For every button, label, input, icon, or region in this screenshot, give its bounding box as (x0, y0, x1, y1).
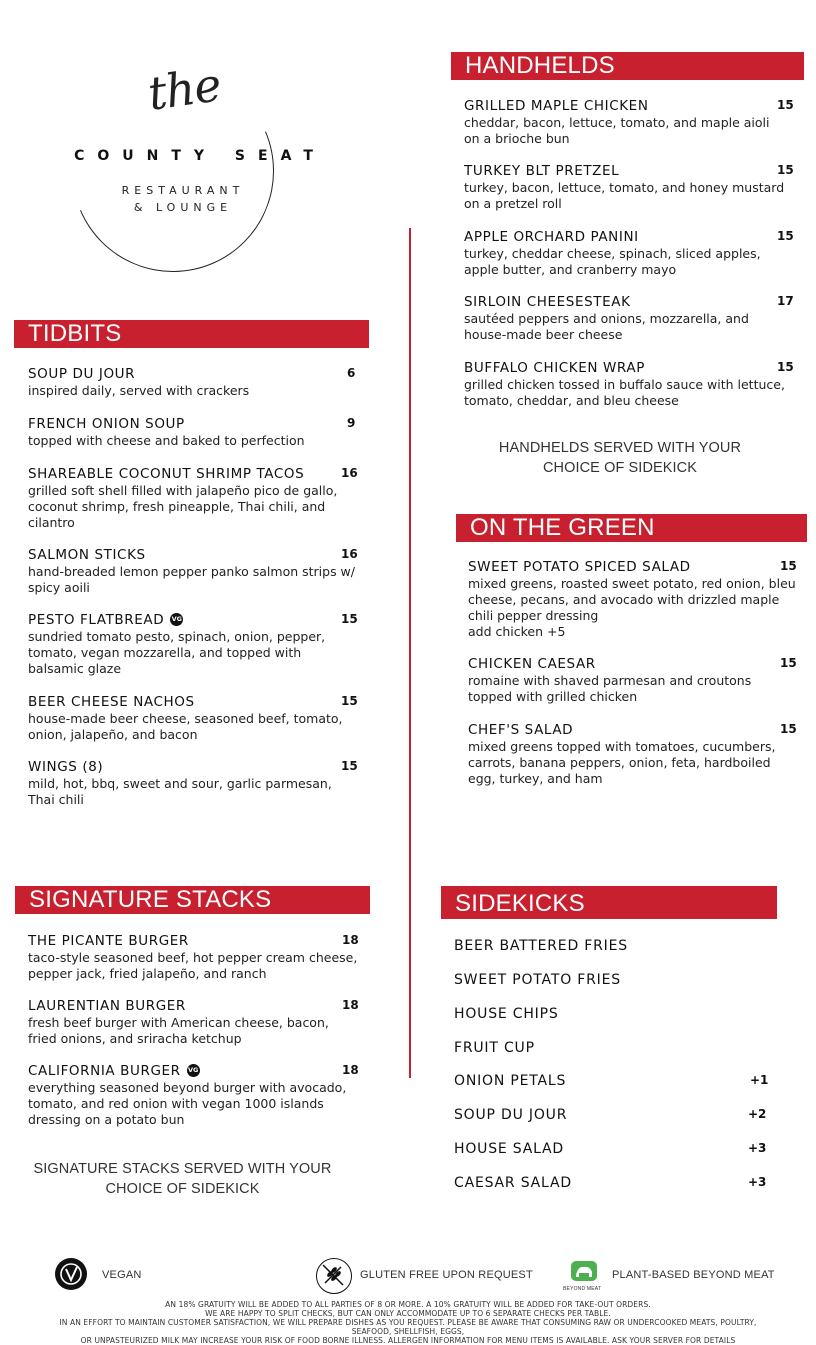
logo-script: the (144, 57, 224, 121)
section-title-handhelds: HANDHELDS (451, 52, 804, 80)
item-description: hand-breaded lemon pepper panko salmon strips w/ spicy aoili (28, 564, 355, 595)
vegan-icon (55, 1258, 87, 1290)
item-price: 16 (341, 547, 358, 561)
section-title-signature-stacks: SIGNATURE STACKS (15, 886, 370, 914)
menu-item (464, 294, 786, 343)
item-name: APPLE ORCHARD PANINI (464, 229, 639, 245)
menu-item (468, 656, 796, 705)
wheat-icon (317, 1259, 349, 1291)
fine-print-line: IN AN EFFORT TO MAINTAIN CUSTOMER SATISFACTION, WE WILL PREPARE DISHES AS YOU REQUEST. PLEASE BE AWARE THAT CONSUMING RAW OR UNDERCOOKED MEATS, POULTRY, SEAFOOD, SHELLFISH, EGGS, (59, 1318, 757, 1336)
sidekick-item: BEER BATTERED FRIES (454, 938, 628, 954)
menu-item (464, 98, 786, 147)
sidekick-item: ONION PETALS (454, 1073, 567, 1089)
section-title-sidekicks: SIDEKICKS (441, 886, 777, 919)
menu-item (28, 694, 358, 743)
menu-item (28, 612, 358, 677)
menu-item (468, 559, 796, 640)
item-description: mixed greens, roasted sweet potato, red onion, bleu cheese, pecans, and avocado with drizzled maple chili pepper dressing (468, 576, 796, 623)
item-price: 18 (342, 933, 359, 947)
note-line: CHOICE OF SIDEKICK (542, 460, 698, 476)
item-extra: add chicken +5 (468, 624, 566, 639)
menu-item (28, 998, 358, 1047)
logo-subtitle (108, 182, 258, 216)
item-price: 15 (777, 163, 794, 177)
item-name: FRENCH ONION SOUP (28, 416, 185, 432)
item-name-text: PESTO FLATBREAD (28, 612, 165, 628)
menu-item (464, 360, 786, 409)
item-price: 15 (780, 656, 797, 670)
menu-item (28, 759, 358, 808)
menu-item (28, 933, 358, 982)
item-price: 16 (341, 466, 358, 480)
item-price: 15 (341, 612, 358, 626)
item-name: THE PICANTE BURGER (28, 933, 189, 949)
item-description: house-made beer cheese, seasoned beef, tomato, onion, jalapeño, and bacon (28, 711, 343, 742)
item-price: 18 (342, 1063, 359, 1077)
menu-item (464, 163, 786, 212)
item-price: 15 (777, 98, 794, 112)
beyond-meat-icon (570, 1260, 598, 1282)
item-price: 18 (342, 998, 359, 1012)
item-description: everything seasoned beyond burger with avocado, tomato, and red onion with vegan 1000 islands dressing on a potato bun (28, 1080, 347, 1127)
fine-print-line: WE ARE HAPPY TO SPLIT CHECKS, BUT CAN ONLY ACCOMMODATE UP TO 6 SEPARATE CHECKS PER TABLE. (205, 1309, 611, 1318)
handhelds-note (470, 438, 770, 478)
sidekick-item: CAESAR SALAD (454, 1175, 572, 1191)
sidekick-price: +3 (748, 1141, 767, 1155)
item-description: taco-style seasoned beef, hot pepper cream cheese, pepper jack, fried jalapeño, and ranch (28, 950, 358, 981)
item-description: sundried tomato pesto, spinach, onion, pepper, tomato, vegan mozzarella, and topped with balsamic glaze (28, 629, 326, 676)
item-name: SIRLOIN CHEESESTEAK (464, 294, 631, 310)
item-name: CHICKEN CAESAR (468, 656, 596, 672)
legend-vegan-label: VEGAN (102, 1269, 142, 1281)
item-price: 6 (347, 366, 356, 380)
item-description: grilled chicken tossed in buffalo sauce with lettuce, tomato, cheddar, and bleu cheese (464, 377, 785, 408)
section-title-on-the-green: ON THE GREEN (456, 514, 807, 542)
column-divider (409, 228, 411, 1078)
vegan-icon: VG (170, 613, 183, 626)
item-name: CHEF'S SALAD (468, 722, 574, 738)
item-name (28, 1063, 358, 1080)
section-title-tidbits: TIDBITS (14, 320, 369, 348)
item-name: SOUP DU JOUR (28, 366, 136, 382)
note-line: CHOICE OF SIDEKICK (105, 1181, 260, 1197)
fine-print-line: OR UNPASTEURIZED MILK MAY INCREASE YOUR RISK OF FOOD BORNE ILLNESS. ALLERGEN INFORMATION FOR MENU ITEMS IS AVAILABLE. ASK YOUR SERVER FOR DETAILS (80, 1336, 736, 1345)
item-price: 15 (341, 694, 358, 708)
item-name: SHAREABLE COCONUT SHRIMP TACOS (28, 466, 305, 482)
item-description: romaine with shaved parmesan and croutons topped with grilled chicken (468, 673, 752, 704)
legend-gluten-free-label: GLUTEN FREE UPON REQUEST (360, 1269, 533, 1281)
item-name: BEER CHEESE NACHOS (28, 694, 195, 710)
logo-sub-line2: & LOUNGE (133, 201, 233, 214)
item-description: mild, hot, bbq, sweet and sour, garlic parmesan, Thai chili (28, 776, 332, 807)
beyond-meat-logo (570, 1260, 598, 1282)
fine-print-line: AN 18% GRATUITY WILL BE ADDED TO ALL PARTIES OF 8 OR MORE. A 10% GRATUITY WILL BE ADDED FOR TAKE-OUT ORDERS. (165, 1300, 651, 1309)
item-description: grilled soft shell filled with jalapeño pico de gallo, coconut shrimp, fresh pineapple, Thai chili, and cilantro (28, 483, 338, 530)
item-name (28, 612, 358, 629)
item-name: BUFFALO CHICKEN WRAP (464, 360, 645, 376)
item-description: inspired daily, served with crackers (28, 383, 250, 398)
item-description: fresh beef burger with American cheese, bacon, fried onions, and sriracha ketchup (28, 1015, 329, 1046)
item-name: WINGS (8) (28, 759, 104, 775)
item-name-text: CALIFORNIA BURGER (28, 1063, 181, 1079)
menu-item (464, 229, 786, 278)
note-line: SIGNATURE STACKS SERVED WITH YOUR (33, 1161, 332, 1177)
sidekick-item: SWEET POTATO FRIES (454, 972, 621, 988)
item-price: 17 (777, 294, 794, 308)
item-name: TURKEY BLT PRETZEL (464, 163, 620, 179)
note-line: HANDHELDS SERVED WITH YOUR (498, 440, 742, 456)
item-description: turkey, bacon, lettuce, tomato, and honey mustard on a pretzel roll (464, 180, 785, 211)
item-price: 15 (777, 360, 794, 374)
vegan-icon: VG (187, 1064, 200, 1077)
item-name: SWEET POTATO SPICED SALAD (468, 559, 691, 575)
sidekick-item: SOUP DU JOUR (454, 1107, 568, 1123)
vegan-glyph-icon (55, 1258, 87, 1290)
item-name: SALMON STICKS (28, 547, 146, 563)
logo-sub-line1: RESTAURANT (121, 184, 245, 197)
sidekick-item: FRUIT CUP (454, 1040, 535, 1056)
fine-print (40, 1300, 776, 1345)
sidekick-item: HOUSE SALAD (454, 1141, 564, 1157)
item-description: turkey, cheddar cheese, spinach, sliced apples, apple butter, and cranberry mayo (464, 246, 761, 277)
beyond-meat-caption: BEYOND MEAT (563, 1286, 602, 1292)
sidekick-price: +3 (748, 1175, 767, 1189)
sidekick-item: HOUSE CHIPS (454, 1006, 559, 1022)
item-description: mixed greens topped with tomatoes, cucumbers, carrots, banana peppers, onion, feta, hardboiled egg, turkey, and ham (468, 739, 776, 786)
item-description: topped with cheese and baked to perfection (28, 433, 305, 448)
item-description: sautéed peppers and onions, mozzarella, and house-made beer cheese (464, 311, 749, 342)
item-price: 15 (341, 759, 358, 773)
item-price: 15 (780, 559, 797, 573)
menu-item (28, 466, 358, 531)
item-name: LAURENTIAN BURGER (28, 998, 186, 1014)
item-price: 9 (347, 416, 356, 430)
legend-beyond-meat-label: PLANT-BASED BEYOND MEAT (612, 1269, 775, 1281)
logo-name: COUNTY SEAT (74, 148, 326, 164)
gluten-free-icon (316, 1258, 352, 1294)
menu-item (28, 1063, 358, 1128)
menu-item (28, 366, 358, 399)
menu-item (468, 722, 796, 787)
sidekick-price: +2 (748, 1107, 767, 1121)
item-price: 15 (780, 722, 797, 736)
menu-item (28, 416, 358, 449)
signature-stacks-note (30, 1159, 335, 1199)
item-description: cheddar, bacon, lettuce, tomato, and maple aioli on a brioche bun (464, 115, 770, 146)
item-price: 15 (777, 229, 794, 243)
menu-item (28, 547, 358, 596)
sidekick-price: +1 (750, 1073, 769, 1087)
item-name: GRILLED MAPLE CHICKEN (464, 98, 649, 114)
